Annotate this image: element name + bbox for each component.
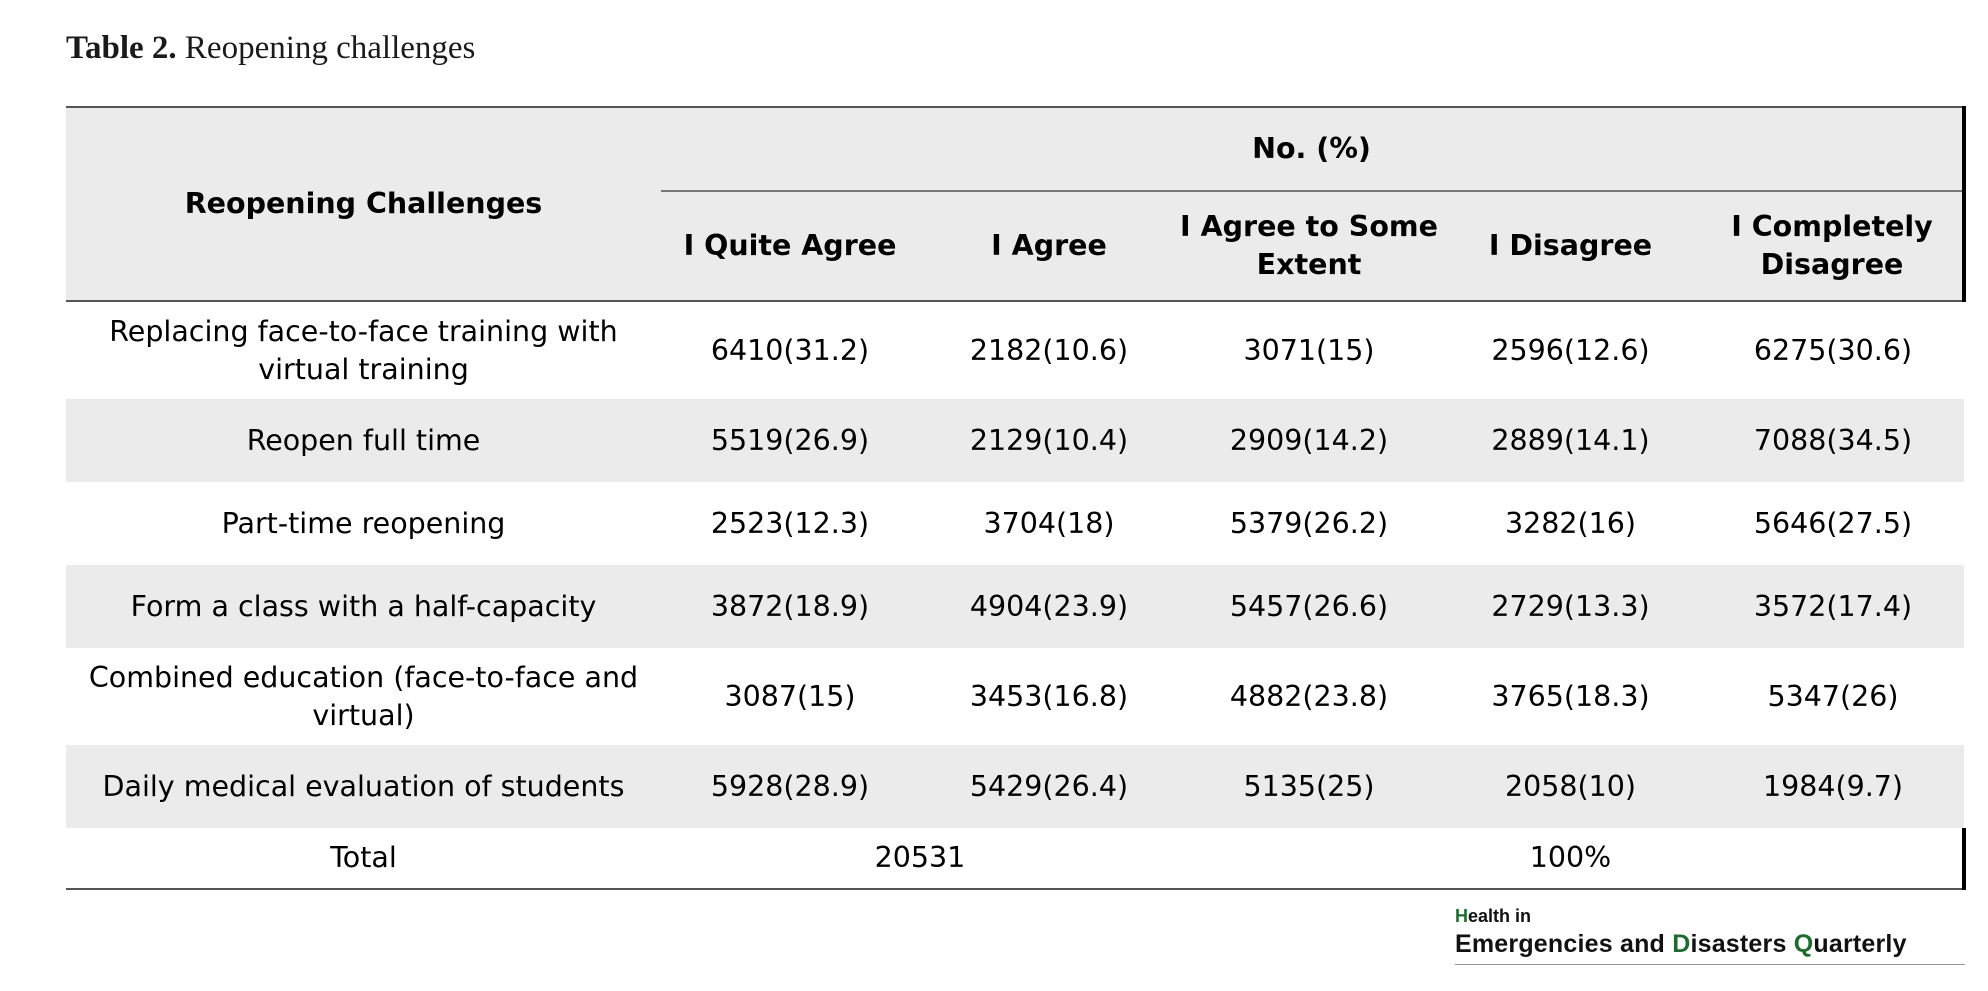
logo-text: uarterly xyxy=(1813,930,1907,958)
logo-text: isasters xyxy=(1690,930,1794,958)
total-row xyxy=(66,828,1964,889)
table-row xyxy=(66,482,1964,565)
cell-value: 3071(15) xyxy=(1243,333,1375,367)
cell-value: 1984(9.7) xyxy=(1702,745,1964,828)
logo-underline xyxy=(1455,964,1965,965)
logo-initial-d: D xyxy=(1672,930,1691,958)
cell-value: 2729(13.3) xyxy=(1439,565,1702,648)
logo-text: ealth in xyxy=(1468,906,1532,926)
column-header: I Agree to Some Extent xyxy=(1179,191,1439,301)
cell-value: 3572(17.4) xyxy=(1702,565,1964,648)
cell-value: 5928(28.9) xyxy=(661,745,919,828)
cell-value: 2889(14.1) xyxy=(1439,399,1702,482)
cell-value: 3453(16.8) xyxy=(969,679,1129,713)
column-header: I Agree xyxy=(919,191,1179,301)
reopening-challenges-table xyxy=(66,106,1966,890)
journal-logo xyxy=(1455,906,1965,966)
cell-value: 5429(26.4) xyxy=(919,745,1179,828)
group-header: No. (%) xyxy=(661,107,1964,191)
cell-value: 2129(10.4) xyxy=(919,399,1179,482)
total-label: Total xyxy=(66,828,661,889)
cell-value: 5457(26.6) xyxy=(1179,565,1439,648)
table-caption xyxy=(66,30,475,67)
logo-line-2 xyxy=(1455,930,1907,959)
cell-value: 3765(18.3) xyxy=(1491,679,1650,713)
column-header: I Completely Disagree xyxy=(1702,191,1964,301)
row-header: Reopening Challenges xyxy=(66,107,661,301)
row-label: Combined education (face-to-face and virtual) xyxy=(88,660,639,732)
cell-value: 6275(30.6) xyxy=(1753,333,1913,367)
row-label: Part-time reopening xyxy=(221,506,506,540)
cell-value: 5135(25) xyxy=(1179,745,1439,828)
row-label: Form a class with a half-capacity xyxy=(66,565,661,648)
table-row xyxy=(66,565,1964,648)
column-header: I Disagree xyxy=(1439,191,1702,301)
total-count: 20531 xyxy=(661,828,1179,889)
cell-value: 5519(26.9) xyxy=(661,399,919,482)
table-title: Reopening challenges xyxy=(184,30,476,66)
cell-value: 3704(18) xyxy=(983,506,1115,540)
cell-value: 5347(26) xyxy=(1767,679,1899,713)
cell-value: 6410(31.2) xyxy=(710,333,870,367)
cell-value: 4882(23.8) xyxy=(1229,679,1389,713)
total-percent: 100% xyxy=(1179,828,1964,889)
table-row xyxy=(66,745,1964,828)
cell-value: 5379(26.2) xyxy=(1229,506,1389,540)
row-label: Replacing face-to-face training with virtual training xyxy=(109,314,618,386)
cell-value: 2909(14.2) xyxy=(1179,399,1439,482)
table-row xyxy=(66,301,1964,399)
cell-value: 2596(12.6) xyxy=(1491,333,1650,367)
logo-text: Emergencies and xyxy=(1455,930,1673,958)
cell-value: 5646(27.5) xyxy=(1753,506,1913,540)
cell-value: 2058(10) xyxy=(1439,745,1702,828)
column-header: I Quite Agree xyxy=(661,191,919,301)
cell-value: 4904(23.9) xyxy=(919,565,1179,648)
cell-value: 2182(10.6) xyxy=(969,333,1129,367)
logo-initial-q: Q xyxy=(1793,930,1814,958)
table-row xyxy=(66,648,1964,745)
cell-value: 3872(18.9) xyxy=(661,565,919,648)
logo-line-1 xyxy=(1455,906,1531,927)
table-row xyxy=(66,399,1964,482)
cell-value: 3282(16) xyxy=(1504,506,1637,540)
cell-value: 3087(15) xyxy=(724,679,856,713)
table-number: Table 2. xyxy=(66,30,177,66)
row-label: Daily medical evaluation of students xyxy=(66,745,661,828)
cell-value: 7088(34.5) xyxy=(1702,399,1964,482)
logo-initial-h: H xyxy=(1455,906,1468,926)
row-label: Reopen full time xyxy=(66,399,661,482)
cell-value: 2523(12.3) xyxy=(710,506,870,540)
